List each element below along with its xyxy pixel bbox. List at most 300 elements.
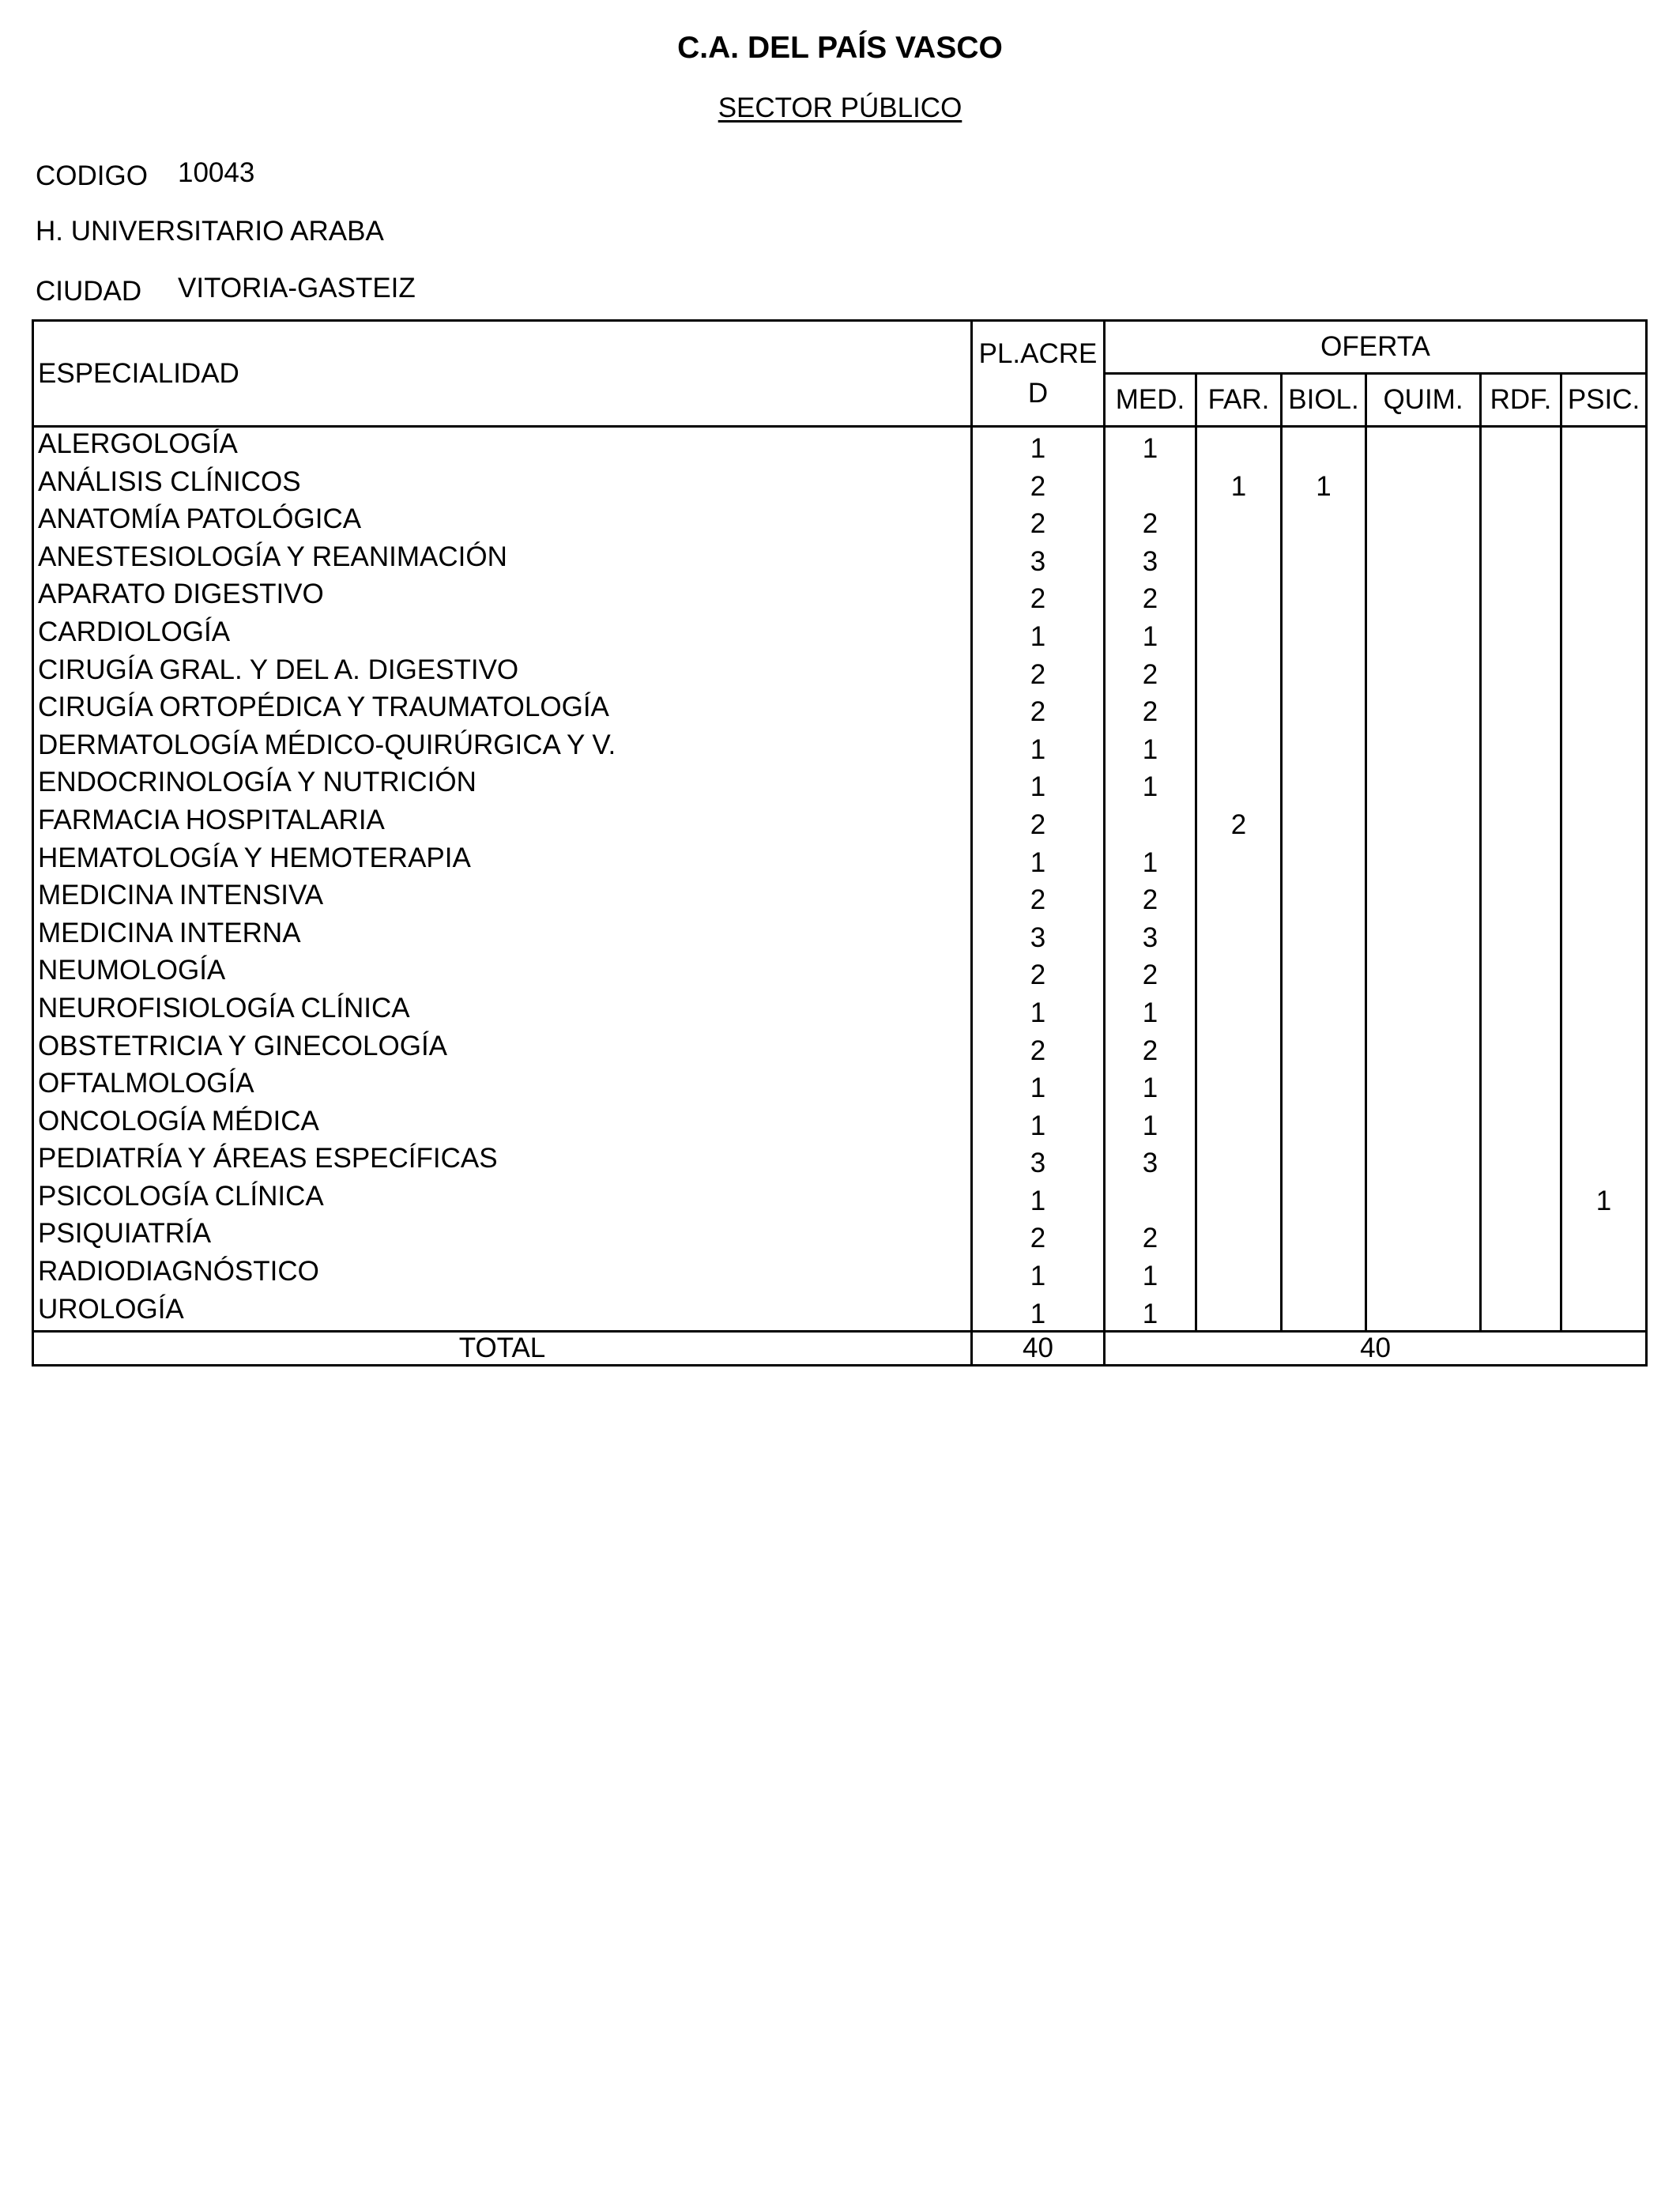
cell-biol xyxy=(1282,1293,1366,1332)
placred-value: 2 xyxy=(1030,508,1046,540)
med-value: 2 xyxy=(1142,696,1158,728)
cell-especialidad xyxy=(33,992,972,1030)
cell-especialidad xyxy=(33,917,972,955)
placred-value: 2 xyxy=(1030,809,1046,840)
cell-quim xyxy=(1366,804,1481,842)
cell-placred xyxy=(972,1030,1105,1068)
cell-quim xyxy=(1366,503,1481,541)
cell-med xyxy=(1105,427,1196,466)
cell-rdf xyxy=(1481,1030,1561,1068)
placred-value: 2 xyxy=(1030,583,1046,615)
cell-biol xyxy=(1282,1142,1366,1180)
cell-biol xyxy=(1282,578,1366,616)
cell-rdf xyxy=(1481,766,1561,804)
especialidad-text: NEUROFISIOLOGÍA CLÍNICA xyxy=(38,992,410,1023)
especialidad-text: ONCOLOGÍA MÉDICA xyxy=(38,1105,319,1137)
cell-far xyxy=(1196,427,1282,466)
total-label: TOTAL xyxy=(33,1332,972,1366)
cell-far xyxy=(1196,1217,1282,1255)
cell-especialidad xyxy=(33,954,972,992)
placred-value: 2 xyxy=(1030,658,1046,690)
cell-biol xyxy=(1282,1217,1366,1255)
cell-med xyxy=(1105,503,1196,541)
med-value: 1 xyxy=(1142,997,1158,1028)
cell-quim xyxy=(1366,729,1481,767)
cell-rdf xyxy=(1481,1142,1561,1180)
cell-especialidad xyxy=(33,427,972,466)
cell-psic xyxy=(1561,503,1647,541)
especialidad-text: ANÁLISIS CLÍNICOS xyxy=(38,466,301,497)
especialidad-text: PEDIATRÍA Y ÁREAS ESPECÍFICAS xyxy=(38,1143,498,1174)
cell-rdf xyxy=(1481,804,1561,842)
cell-med xyxy=(1105,1105,1196,1143)
cell-far xyxy=(1196,954,1282,992)
placred-value: 3 xyxy=(1030,922,1046,953)
ciudad-label: CIUDAD xyxy=(36,276,142,307)
cell-psic xyxy=(1561,427,1647,466)
cell-rdf xyxy=(1481,1105,1561,1143)
cell-psic xyxy=(1561,654,1647,692)
especialidad-text: OBSTETRICIA Y GINECOLOGÍA xyxy=(38,1030,448,1061)
cell-rdf xyxy=(1481,954,1561,992)
cell-quim xyxy=(1366,842,1481,880)
cell-med xyxy=(1105,1180,1196,1218)
med-value: 2 xyxy=(1142,1035,1158,1066)
cell-far xyxy=(1196,1142,1282,1180)
cell-psic xyxy=(1561,466,1647,503)
med-value: 1 xyxy=(1142,1110,1158,1141)
med-value: 1 xyxy=(1142,433,1158,464)
cell-rdf xyxy=(1481,879,1561,917)
especialidad-text: PSIQUIATRÍA xyxy=(38,1218,212,1250)
med-value: 1 xyxy=(1142,1072,1158,1104)
cell-quim xyxy=(1366,654,1481,692)
cell-biol xyxy=(1282,1030,1366,1068)
cell-psic xyxy=(1561,766,1647,804)
cell-rdf xyxy=(1481,1293,1561,1332)
cell-psic xyxy=(1561,578,1647,616)
table-row xyxy=(33,1142,1647,1180)
far-value: 1 xyxy=(1230,470,1247,502)
cell-quim xyxy=(1366,1217,1481,1255)
cell-biol xyxy=(1282,766,1366,804)
especialidad-text: HEMATOLOGÍA Y HEMOTERAPIA xyxy=(38,842,471,873)
cell-placred xyxy=(972,616,1105,654)
cell-far xyxy=(1196,1293,1282,1332)
cell-biol xyxy=(1282,1067,1366,1105)
cell-especialidad xyxy=(33,1105,972,1143)
header-sub-quim: QUIM. xyxy=(1366,374,1481,427)
header-sub-far: FAR. xyxy=(1196,374,1282,427)
cell-far xyxy=(1196,1255,1282,1293)
med-value: 1 xyxy=(1142,1261,1158,1292)
table-row xyxy=(33,466,1647,503)
especialidad-text: ENDOCRINOLOGÍA Y NUTRICIÓN xyxy=(38,767,477,798)
table-row xyxy=(33,541,1647,579)
cell-med xyxy=(1105,1217,1196,1255)
table-row xyxy=(33,654,1647,692)
cell-psic xyxy=(1561,1293,1647,1332)
cell-psic xyxy=(1561,541,1647,579)
cell-rdf xyxy=(1481,842,1561,880)
cell-especialidad xyxy=(33,616,972,654)
subtitle-text: SECTOR PÚBLICO xyxy=(718,92,962,123)
table-row xyxy=(33,578,1647,616)
ciudad-value: VITORIA-GASTEIZ xyxy=(178,273,416,303)
placred-value: 1 xyxy=(1030,846,1046,878)
cell-biol xyxy=(1282,503,1366,541)
cell-psic xyxy=(1561,804,1647,842)
cell-biol xyxy=(1282,842,1366,880)
cell-rdf xyxy=(1481,654,1561,692)
cell-placred xyxy=(972,879,1105,917)
cell-quim xyxy=(1366,466,1481,503)
psic-value: 1 xyxy=(1595,1185,1612,1216)
cell-rdf xyxy=(1481,1180,1561,1218)
table-row xyxy=(33,616,1647,654)
cell-quim xyxy=(1366,541,1481,579)
cell-quim xyxy=(1366,1030,1481,1068)
cell-far xyxy=(1196,879,1282,917)
cell-biol xyxy=(1282,729,1366,767)
cell-placred xyxy=(972,1067,1105,1105)
cell-especialidad xyxy=(33,1293,972,1332)
cell-med xyxy=(1105,766,1196,804)
cell-especialidad xyxy=(33,842,972,880)
med-value: 1 xyxy=(1142,846,1158,878)
cell-placred xyxy=(972,729,1105,767)
cell-biol xyxy=(1282,1105,1366,1143)
cell-psic xyxy=(1561,842,1647,880)
cell-rdf xyxy=(1481,541,1561,579)
table-row xyxy=(33,992,1647,1030)
total-placred: 40 xyxy=(972,1332,1105,1366)
especialidad-text: RADIODIAGNÓSTICO xyxy=(38,1256,319,1287)
cell-rdf xyxy=(1481,1067,1561,1105)
cell-quim xyxy=(1366,1142,1481,1180)
cell-biol xyxy=(1282,427,1366,466)
placred-value: 2 xyxy=(1030,696,1046,728)
cell-placred xyxy=(972,954,1105,992)
table-row xyxy=(33,503,1647,541)
cell-far xyxy=(1196,654,1282,692)
header-sub-med: MED. xyxy=(1105,374,1196,427)
placred-value: 1 xyxy=(1030,433,1046,464)
cell-biol xyxy=(1282,654,1366,692)
cell-biol xyxy=(1282,954,1366,992)
cell-especialidad xyxy=(33,578,972,616)
table-row xyxy=(33,1030,1647,1068)
table-row xyxy=(33,1180,1647,1218)
cell-placred xyxy=(972,1142,1105,1180)
cell-especialidad xyxy=(33,766,972,804)
placred-value: 1 xyxy=(1030,1261,1046,1292)
cell-med xyxy=(1105,466,1196,503)
cell-med xyxy=(1105,729,1196,767)
codigo-value: 10043 xyxy=(178,157,255,188)
cell-quim xyxy=(1366,1105,1481,1143)
cell-psic xyxy=(1561,1142,1647,1180)
cell-biol xyxy=(1282,466,1366,503)
especialidad-text: NEUMOLOGÍA xyxy=(38,955,226,986)
cell-biol xyxy=(1282,691,1366,729)
placred-value: 1 xyxy=(1030,1185,1046,1216)
cell-rdf xyxy=(1481,427,1561,466)
med-value: 3 xyxy=(1142,922,1158,953)
med-value: 2 xyxy=(1142,884,1158,916)
especialidad-text: ALERGOLOGÍA xyxy=(38,428,238,459)
cell-rdf xyxy=(1481,917,1561,955)
cell-quim xyxy=(1366,954,1481,992)
cell-quim xyxy=(1366,992,1481,1030)
cell-placred xyxy=(972,654,1105,692)
cell-quim xyxy=(1366,917,1481,955)
cell-far xyxy=(1196,1105,1282,1143)
table-row xyxy=(33,1255,1647,1293)
cell-med xyxy=(1105,804,1196,842)
table-row xyxy=(33,427,1647,466)
cell-especialidad xyxy=(33,1067,972,1105)
cell-quim xyxy=(1366,1180,1481,1218)
cell-psic xyxy=(1561,1105,1647,1143)
cell-far xyxy=(1196,578,1282,616)
cell-med xyxy=(1105,1030,1196,1068)
table-row xyxy=(33,729,1647,767)
especialidad-text: OFTALMOLOGÍA xyxy=(38,1068,254,1099)
placred-value: 3 xyxy=(1030,1148,1046,1179)
cell-placred xyxy=(972,766,1105,804)
cell-far xyxy=(1196,1030,1282,1068)
cell-placred xyxy=(972,992,1105,1030)
especialidad-text: APARATO DIGESTIVO xyxy=(38,579,324,610)
cell-med xyxy=(1105,1255,1196,1293)
header-sub-psic: PSIC. xyxy=(1561,374,1647,427)
cell-med xyxy=(1105,541,1196,579)
cell-biol xyxy=(1282,804,1366,842)
page-subtitle xyxy=(0,92,1680,125)
cell-placred xyxy=(972,466,1105,503)
cell-quim xyxy=(1366,1067,1481,1105)
especialidad-text: MEDICINA INTERNA xyxy=(38,917,301,948)
header-sub-rdf: RDF. xyxy=(1481,374,1561,427)
cell-rdf xyxy=(1481,616,1561,654)
cell-med xyxy=(1105,1293,1196,1332)
med-value: 2 xyxy=(1142,658,1158,690)
cell-quim xyxy=(1366,427,1481,466)
cell-med xyxy=(1105,691,1196,729)
cell-biol xyxy=(1282,541,1366,579)
cell-psic xyxy=(1561,729,1647,767)
cell-med xyxy=(1105,654,1196,692)
cell-especialidad xyxy=(33,804,972,842)
page-title: C.A. DEL PAÍS VASCO xyxy=(677,31,1003,65)
cell-placred xyxy=(972,917,1105,955)
cell-rdf xyxy=(1481,691,1561,729)
table-row xyxy=(33,804,1647,842)
cell-med xyxy=(1105,1067,1196,1105)
header-oferta: OFERTA xyxy=(1105,321,1647,374)
cell-rdf xyxy=(1481,503,1561,541)
med-value: 2 xyxy=(1142,959,1158,991)
cell-psic xyxy=(1561,1180,1647,1218)
especialidad-text: FARMACIA HOSPITALARIA xyxy=(38,804,385,835)
cell-biol xyxy=(1282,616,1366,654)
med-value: 1 xyxy=(1142,1298,1158,1329)
table-row xyxy=(33,766,1647,804)
header-sub-biol: BIOL. xyxy=(1282,374,1366,427)
cell-especialidad xyxy=(33,1255,972,1293)
med-value: 1 xyxy=(1142,620,1158,652)
cell-far xyxy=(1196,1067,1282,1105)
placred-value: 1 xyxy=(1030,620,1046,652)
table-row xyxy=(33,691,1647,729)
med-value: 2 xyxy=(1142,583,1158,615)
cell-especialidad xyxy=(33,729,972,767)
especialidad-text: DERMATOLOGÍA MÉDICO-QUIRÚRGICA Y V. xyxy=(38,729,616,760)
med-value: 1 xyxy=(1142,733,1158,765)
table-row xyxy=(33,1217,1647,1255)
cell-biol xyxy=(1282,1180,1366,1218)
placred-value: 1 xyxy=(1030,771,1046,803)
cell-far xyxy=(1196,766,1282,804)
specialties-table-container xyxy=(32,319,1645,1367)
biol-value: 1 xyxy=(1316,470,1332,502)
placred-value: 3 xyxy=(1030,545,1046,577)
especialidad-text: CARDIOLOGÍA xyxy=(38,616,231,647)
cell-placred xyxy=(972,1293,1105,1332)
especialidad-text: CIRUGÍA ORTOPÉDICA Y TRAUMATOLOGÍA xyxy=(38,692,609,723)
cell-especialidad xyxy=(33,466,972,503)
cell-psic xyxy=(1561,879,1647,917)
cell-med xyxy=(1105,917,1196,955)
cell-placred xyxy=(972,1105,1105,1143)
cell-rdf xyxy=(1481,578,1561,616)
cell-biol xyxy=(1282,917,1366,955)
cell-quim xyxy=(1366,879,1481,917)
cell-rdf xyxy=(1481,1255,1561,1293)
codigo-label: CODIGO xyxy=(36,160,148,191)
especialidad-text: ANATOMÍA PATOLÓGICA xyxy=(38,503,362,535)
cell-placred xyxy=(972,842,1105,880)
table-row xyxy=(33,954,1647,992)
cell-especialidad xyxy=(33,1180,972,1218)
placred-value: 1 xyxy=(1030,997,1046,1028)
cell-rdf xyxy=(1481,1217,1561,1255)
cell-psic xyxy=(1561,1217,1647,1255)
table-row xyxy=(33,917,1647,955)
cell-far xyxy=(1196,804,1282,842)
placred-value: 2 xyxy=(1030,470,1046,502)
cell-especialidad xyxy=(33,1142,972,1180)
cell-far xyxy=(1196,1180,1282,1218)
cell-placred xyxy=(972,427,1105,466)
cell-biol xyxy=(1282,879,1366,917)
med-value: 3 xyxy=(1142,1148,1158,1179)
cell-med xyxy=(1105,578,1196,616)
cell-psic xyxy=(1561,954,1647,992)
cell-rdf xyxy=(1481,992,1561,1030)
cell-far xyxy=(1196,503,1282,541)
table-row xyxy=(33,1105,1647,1143)
cell-far xyxy=(1196,992,1282,1030)
cell-psic xyxy=(1561,616,1647,654)
cell-quim xyxy=(1366,1293,1481,1332)
header-placred: PL.ACRE D xyxy=(972,321,1105,427)
especialidad-text: UROLOGÍA xyxy=(38,1293,184,1325)
especialidad-text: CIRUGÍA GRAL. Y DEL A. DIGESTIVO xyxy=(38,654,519,685)
cell-especialidad xyxy=(33,691,972,729)
cell-far xyxy=(1196,466,1282,503)
especialidad-text: PSICOLOGÍA CLÍNICA xyxy=(38,1180,324,1212)
table-row xyxy=(33,879,1647,917)
cell-psic xyxy=(1561,691,1647,729)
cell-quim xyxy=(1366,578,1481,616)
cell-rdf xyxy=(1481,729,1561,767)
especialidad-text: ANESTESIOLOGÍA Y REANIMACIÓN xyxy=(38,541,507,572)
cell-far xyxy=(1196,616,1282,654)
placred-value: 1 xyxy=(1030,1110,1046,1141)
cell-med xyxy=(1105,616,1196,654)
cell-placred xyxy=(972,541,1105,579)
cell-placred xyxy=(972,578,1105,616)
cell-psic xyxy=(1561,1255,1647,1293)
placred-value: 2 xyxy=(1030,959,1046,991)
cell-psic xyxy=(1561,917,1647,955)
cell-especialidad xyxy=(33,1217,972,1255)
placred-value: 2 xyxy=(1030,1223,1046,1254)
cell-med xyxy=(1105,879,1196,917)
med-value: 3 xyxy=(1142,545,1158,577)
cell-psic xyxy=(1561,1067,1647,1105)
cell-placred xyxy=(972,691,1105,729)
hospital-name: H. UNIVERSITARIO ARABA xyxy=(36,216,384,247)
cell-placred xyxy=(972,804,1105,842)
cell-especialidad xyxy=(33,879,972,917)
placred-value: 1 xyxy=(1030,1298,1046,1329)
cell-far xyxy=(1196,917,1282,955)
cell-far xyxy=(1196,842,1282,880)
cell-placred xyxy=(972,1217,1105,1255)
med-value: 2 xyxy=(1142,508,1158,540)
cell-quim xyxy=(1366,616,1481,654)
header-especialidad: ESPECIALIDAD xyxy=(33,321,972,427)
cell-psic xyxy=(1561,992,1647,1030)
cell-quim xyxy=(1366,1255,1481,1293)
cell-especialidad xyxy=(33,541,972,579)
cell-far xyxy=(1196,541,1282,579)
cell-quim xyxy=(1366,691,1481,729)
placred-value: 2 xyxy=(1030,884,1046,916)
cell-biol xyxy=(1282,992,1366,1030)
cell-placred xyxy=(972,503,1105,541)
cell-med xyxy=(1105,842,1196,880)
specialties-table xyxy=(32,319,1648,1367)
especialidad-text: MEDICINA INTENSIVA xyxy=(38,880,324,911)
cell-quim xyxy=(1366,766,1481,804)
placred-value: 2 xyxy=(1030,1035,1046,1066)
table-row xyxy=(33,1067,1647,1105)
cell-med xyxy=(1105,992,1196,1030)
cell-med xyxy=(1105,1142,1196,1180)
placred-value: 1 xyxy=(1030,733,1046,765)
cell-far xyxy=(1196,691,1282,729)
cell-especialidad xyxy=(33,654,972,692)
med-value: 1 xyxy=(1142,771,1158,803)
cell-far xyxy=(1196,729,1282,767)
cell-placred xyxy=(972,1255,1105,1293)
cell-biol xyxy=(1282,1255,1366,1293)
cell-placred xyxy=(972,1180,1105,1218)
